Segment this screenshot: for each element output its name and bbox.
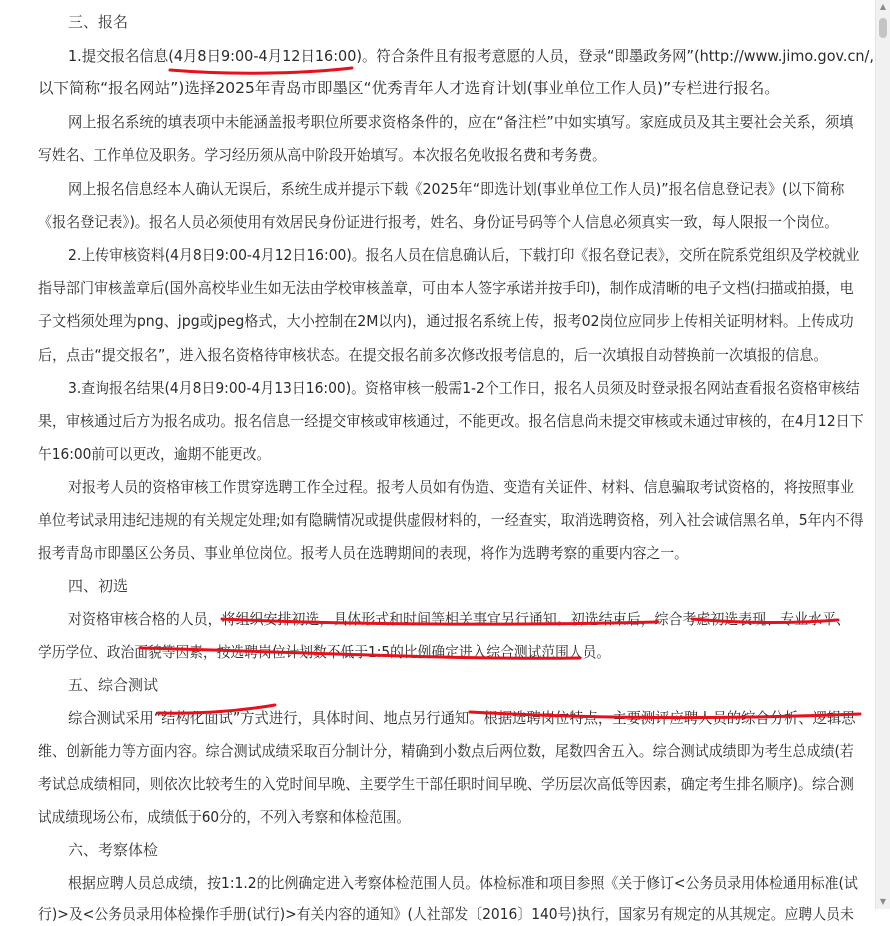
- paragraph-line: 子文档须处理为png、jpg或jpeg格式，大小控制在2M以内)，通过报名系统上传，报考02岗位应同步上传相关证明材料。上传成功: [38, 312, 854, 330]
- scroll-up-icon[interactable]: ▲: [879, 2, 887, 11]
- paragraph-line: 指导部门审核盖章后(国外高校毕业生如无法由学校审核盖章，可由本人签字承诺并按手印)，制作成清晰的电子文档(扫描或拍摄，电: [38, 279, 854, 297]
- paragraph-line: 2.上传审核资料(4月8日9:00-4月12日16:00)。报名人员在信息确认后，下载打印《报名登记表》，交所在院系党组织及学校就业: [68, 246, 860, 264]
- paragraph-line: 试成绩现场公布，成绩低于60分的，不列入考察和体检范围。: [38, 808, 411, 826]
- paragraph-line: 写姓名、工作单位及职务。学习经历须从高中阶段开始填写。本次报名免收报名费和考务费。: [38, 146, 607, 164]
- scroll-down-icon[interactable]: ▼: [879, 897, 887, 906]
- paragraph-line: 果，审核通过后方为报名成功。报名信息一经提交审核或审核通过，不能更改。报名信息尚未提交审核或未通过审核的，在4月12日下: [38, 412, 864, 430]
- paragraph-line: 报考青岛市即墨区公务员、事业单位岗位。报考人员在选聘期间的表现，将作为选聘考察的重要内容之一。: [38, 544, 689, 562]
- vertical-scrollbar[interactable]: [875, 0, 890, 909]
- section-heading-inspection: 六、考察体检: [68, 841, 159, 859]
- paragraph-line: 网上报名信息经本人确认无误后，系统生成并提示下载《2025年“即选计划(事业单位工作人员)”报名信息登记表》(以下简称: [68, 180, 845, 198]
- paragraph-line: 学历学位、政治面貌等因素，按选聘岗位计划数不低于1:5的比例确定进入综合测试范围人员。: [38, 643, 611, 661]
- paragraph-line: 行)>及<公务员录用体检操作手册(试行)>有关内容的通知》(人社部发〔2016〕140号)执行，国家另有规定的从其规定。应聘人员未: [38, 905, 854, 923]
- paragraph-line: 对资格审核合格的人员，将组织安排初选，具体形式和时间等相关事宜另行通知。初选结束后，综合考虑初选表现、专业水平、: [68, 610, 851, 628]
- scrollbar-thumb[interactable]: [879, 18, 887, 38]
- section-heading-preliminary: 四、初选: [68, 577, 129, 595]
- paragraph-line: 维、创新能力等方面内容。综合测试成绩采取百分制计分，精确到小数点后两位数，尾数四舍五入。综合测试成绩即为考生总成绩(若: [38, 742, 854, 760]
- paragraph-line: 1.提交报名信息(4月8日9:00-4月12日16:00)。符合条件且有报考意愿的人员，登录“即墨政务网”(http://www.jimo.gov.cn/,: [68, 47, 874, 65]
- paragraph-line: 后，点击“提交报名”，进入报名资格待审核状态。在提交报名前多次修改报考信息的，后一次填报自动替换前一次填报的信息。: [38, 346, 828, 364]
- paragraph-line: 网上报名系统的填表项中未能涵盖报考职位所要求资格条件的，应在“备注栏”中如实填写。家庭成员及其主要社会关系，须填: [68, 113, 854, 131]
- paragraph-line: 3.查询报名结果(4月8日9:00-4月13日16:00)。资格审核一般需1-2个工作日，报名人员须及时登录报名网站查看报名资格审核结: [68, 379, 860, 397]
- section-heading-comprehensive-test: 五、综合测试: [68, 676, 159, 694]
- paragraph-line: 对报考人员的资格审核工作贯穿选聘工作全过程。报考人员如有伪造、变造有关证件、材料、信息骗取考试资格的，将按照事业: [68, 478, 855, 496]
- paragraph-line: 午16:00前可以更改，逾期不能更改。: [38, 445, 271, 463]
- paragraph-line: 综合测试采用“结构化面试”方式进行，具体时间、地点另行通知。根据选聘岗位特点，主要测评应聘人员的综合分析、逻辑思: [68, 709, 856, 727]
- paragraph-line: 《报名登记表》)。报名人员必须使用有效居民身份证进行报考，姓名、身份证号码等个人信息必须真实一致，每人限报一个岗位。: [38, 213, 839, 231]
- paragraph-line: 单位考试录用违纪违规的有关规定处理;如有隐瞒情况或提供虚假材料的，一经查实，取消选聘资格，列入社会诚信黑名单，5年内不得: [38, 511, 864, 529]
- paragraph-line: 根据应聘人员总成绩，按1:1.2的比例确定进入考察体检范围人员。体检标准和项目参照《关于修订<公务员录用体检通用标准(试: [68, 874, 858, 892]
- section-heading-registration: 三、报名: [68, 13, 129, 31]
- paragraph-line: 以下简称“报名网站”)选择2025年青岛市即墨区“优秀青年人才选育计划(事业单位工作人员)”专栏进行报名。: [38, 79, 780, 97]
- underline-registration-dates: [170, 68, 352, 73]
- paragraph-line: 考试总成绩相同，则依次比较考生的入党时间早晚、主要学生干部任职时间早晚、学历层次高低等因素，确定考生排名顺序)。综合测: [38, 775, 854, 793]
